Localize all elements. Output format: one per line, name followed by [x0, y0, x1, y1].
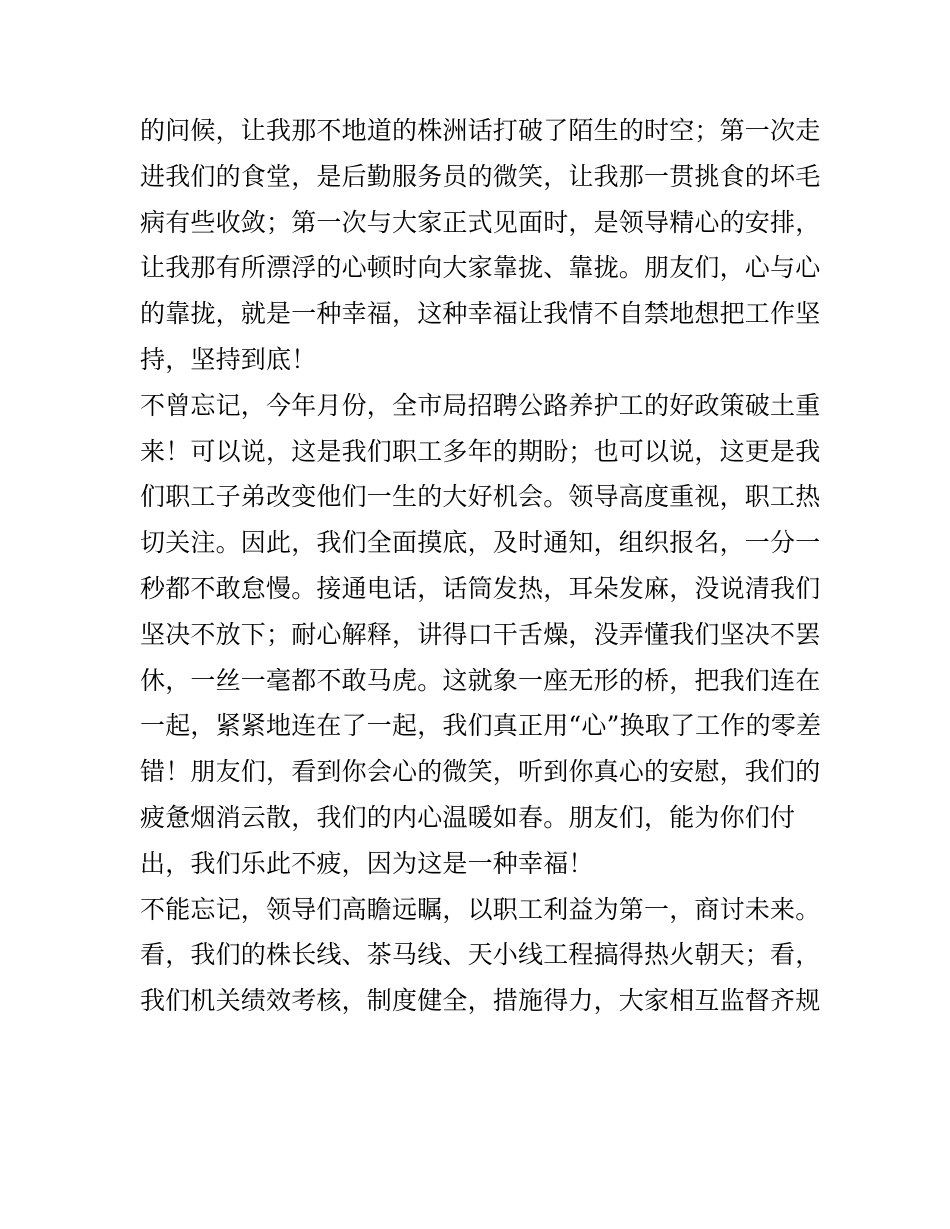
text-line: 我们机关绩效考核，制度健全，措施得力，大家相互监督齐规	[140, 986, 821, 1016]
text-line: 看，我们的株长线、茶马线、天小线工程搞得热火朝天；看，	[140, 940, 821, 970]
text-line: 进我们的食堂，是后勤服务员的微笑，让我那一贯挑食的坏毛	[140, 161, 821, 191]
text-line: 秒都不敢怠慢。接通电话，话筒发热，耳朵发麻，没说清我们	[140, 573, 821, 603]
text-line: 休，一丝一毫都不敢马虎。这就象一座无形的桥，把我们连在	[140, 665, 821, 695]
text-line: 让我那有所漂浮的心顿时向大家靠拢、靠拢。朋友们，心与心	[140, 253, 821, 283]
text-line: 切关注。因此，我们全面摸底，及时通知，组织报名，一分一	[140, 528, 821, 558]
text-line: 错！朋友们，看到你会心的微笑，听到你真心的安慰，我们的	[140, 757, 821, 787]
text-line: 来！可以说，这是我们职工多年的期盼；也可以说，这更是我	[140, 436, 821, 466]
text-line: 出，我们乐此不疲，因为这是一种幸福！	[140, 848, 594, 878]
text-line: 疲惫烟消云散，我们的内心温暖如春。朋友们，能为你们付	[140, 802, 796, 832]
text-line: 病有些收敛；第一次与大家正式见面时，是领导精心的安排，	[140, 207, 821, 237]
text-line: 一起，紧紧地连在了一起，我们真正用“心”换取了工作的零差	[140, 711, 822, 741]
text-line: 的靠拢，就是一种幸福，这种幸福让我情不自禁地想把工作坚	[140, 299, 821, 329]
document-body-text	[140, 108, 820, 1024]
text-line: 不曾忘记，今年月份，全市局招聘公路养护工的好政策破土重	[140, 390, 821, 420]
text-line: 持，坚持到底！	[140, 344, 317, 374]
text-line: 的问候，让我那不地道的株洲话打破了陌生的时空；第一次走	[140, 116, 821, 145]
text-line: 不能忘记，领导们高瞻远瞩，以职工利益为第一，商讨未来。	[140, 894, 821, 924]
text-line: 们职工子弟改变他们一生的大好机会。领导高度重视，职工热	[140, 482, 821, 512]
text-line: 坚决不放下；耐心解释，讲得口干舌燥，没弄懂我们坚决不罢	[140, 619, 821, 649]
